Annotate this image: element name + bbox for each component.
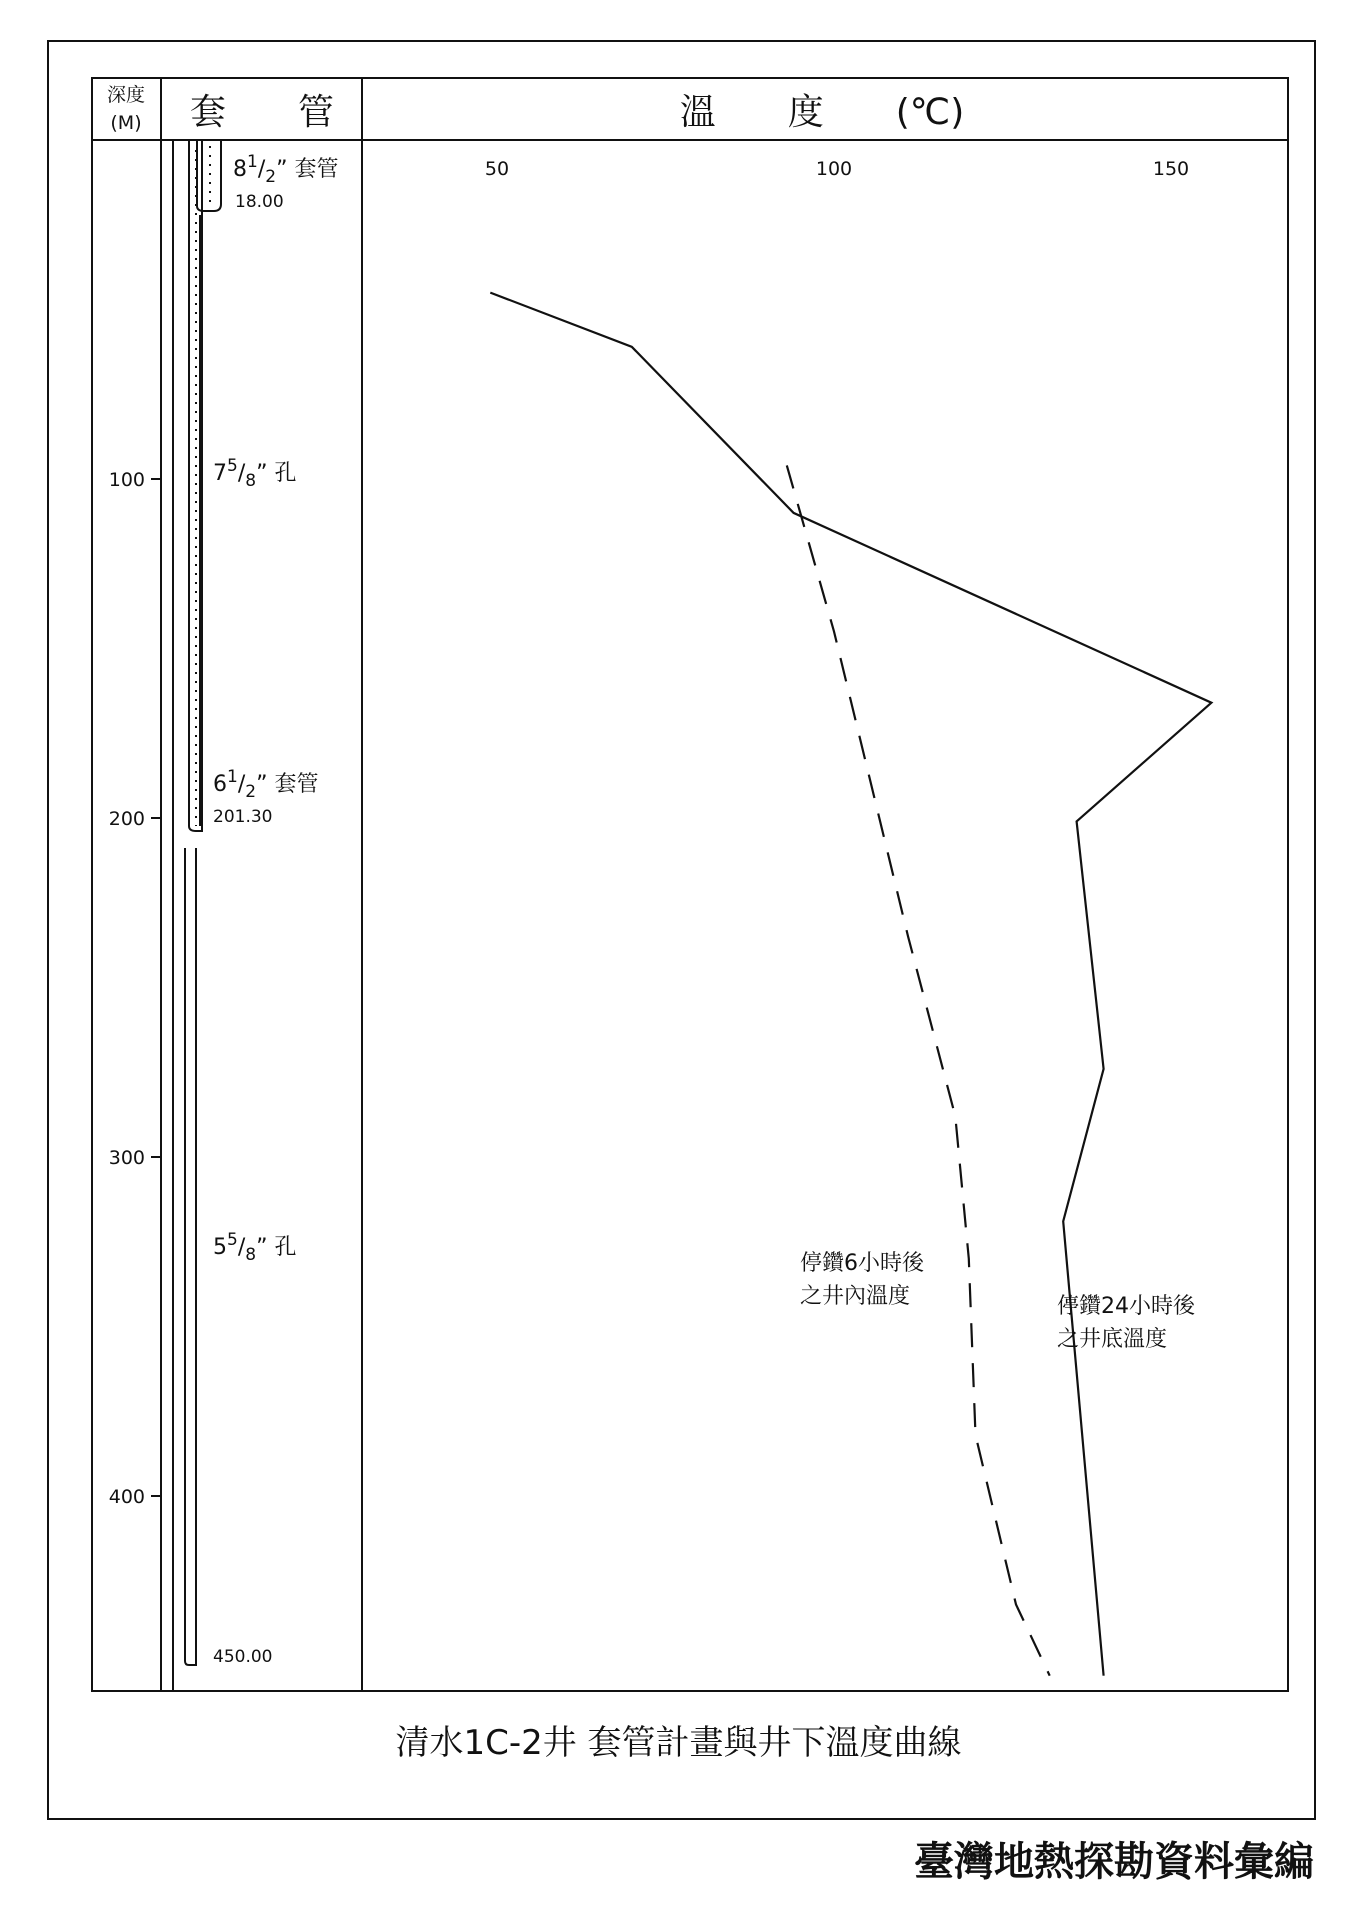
casing-label-6-1-2 (213, 767, 318, 827)
publisher-label: 臺灣地熱探勘資料彙編 (914, 1839, 1314, 1885)
casing-label-7-5-8 (213, 456, 296, 491)
y-tick-label-200: 200 (108, 808, 145, 830)
svg-text:55/8” 孔: $5^5/_8$” 孔 (213, 1230, 297, 1265)
svg-text:61/2” 套管: $6^1/_2$” 套管 (213, 767, 319, 802)
casing-header: 套 管 (189, 92, 335, 133)
chart-caption: 清水1C-2井 套管計畫與井下溫度曲線 (395, 1723, 962, 1763)
casing-label-8-1-2 (233, 152, 338, 212)
series-label-24h-line2: 之井底溫度 (1057, 1327, 1168, 1352)
svg-text:81/2” 套管: $8^1/_2$” 套管 (233, 152, 339, 187)
series-line-6h (787, 465, 1050, 1675)
depth-header-line2: (M) (110, 112, 142, 134)
series-layer (490, 293, 1211, 1676)
series-label-6h (800, 1251, 931, 1309)
series-label-6h-line2: 之井內溫度 (800, 1284, 911, 1309)
casing-schematic (173, 140, 221, 1691)
series-label-24h-line1: 停鑽24小時後 (1057, 1294, 1195, 1319)
y-tick-label-400: 400 (108, 1486, 145, 1508)
series-label-24h (1057, 1294, 1202, 1352)
y-tick-label-100: 100 (108, 469, 145, 491)
series-label-6h-line1: 停鑽6小時後 (800, 1251, 924, 1276)
depth-header-line1: 深度 (106, 84, 146, 106)
svg-text:75/8” 孔: $7^5/_8$” 孔 (213, 456, 297, 491)
svg-text:18.00: 18.00 (235, 192, 284, 212)
series-line-24h (490, 293, 1211, 1676)
hole-5-5-8-outline (185, 848, 196, 1665)
y-tick-label-300: 300 (108, 1147, 145, 1169)
x-tick-label-100: 100 (815, 158, 853, 180)
table-border (92, 78, 1288, 1691)
casing-label-5-5-8 (213, 1230, 296, 1667)
x-tick-label-150: 150 (1152, 158, 1190, 180)
svg-text:201.30: 201.30 (213, 807, 273, 827)
y-axis-ticks (109, 469, 161, 1508)
svg-text:450.00: 450.00 (213, 1647, 273, 1667)
x-tick-label-50: 50 (484, 158, 510, 180)
temperature-header: 溫 度 (℃) (679, 92, 965, 133)
x-axis-ticks (485, 158, 1189, 180)
